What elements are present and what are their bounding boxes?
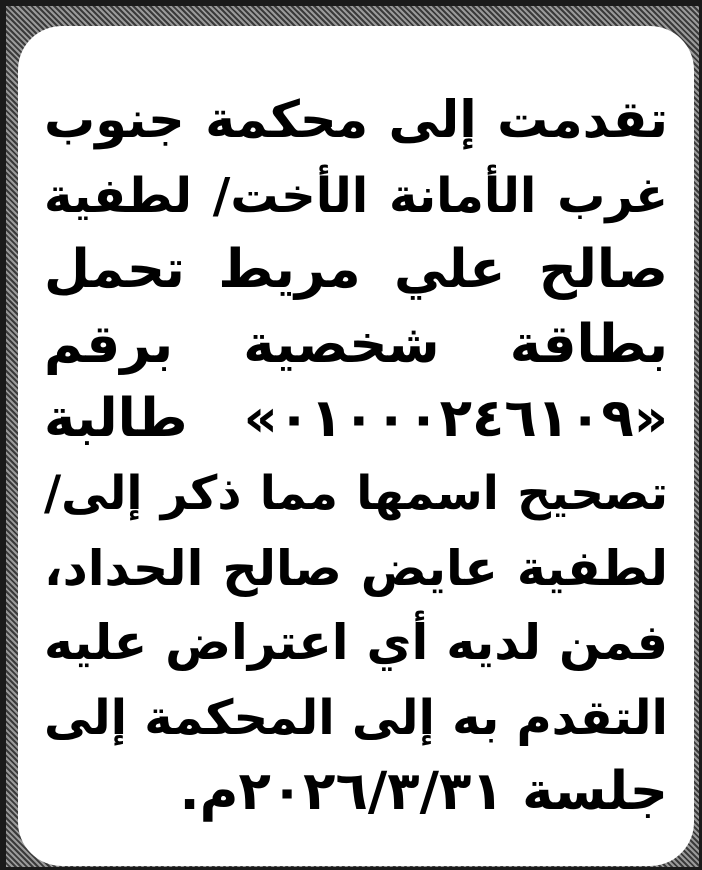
notice-line-6: تصحيح اسمها مما ذكر إلى/ (44, 465, 668, 521)
notice-line-10: جلسة ٢٠٢٦/٣/٣١م. (179, 761, 668, 823)
notice-line-5: «٠١٠٠٠٢٤٦١٠٩» طالبة (44, 388, 668, 450)
notice-line-7: لطفية عايض صالح الحداد، (44, 539, 668, 597)
notice-line-8: فمن لديه أي اعتراض عليه (44, 614, 668, 672)
notice-card (18, 26, 694, 866)
notice-line-4: بطاقة شخصية برقم (44, 313, 668, 375)
notice-line-1: تقدمت إلى محكمة جنوب (44, 91, 668, 150)
notice-line-9: التقدم به إلى المحكمة إلى (44, 689, 668, 746)
notice-line-3: صالح علي مريط تحمل (44, 239, 668, 301)
notice-line-2: غرب الأمانة الأخت/ لطفية (44, 167, 668, 224)
